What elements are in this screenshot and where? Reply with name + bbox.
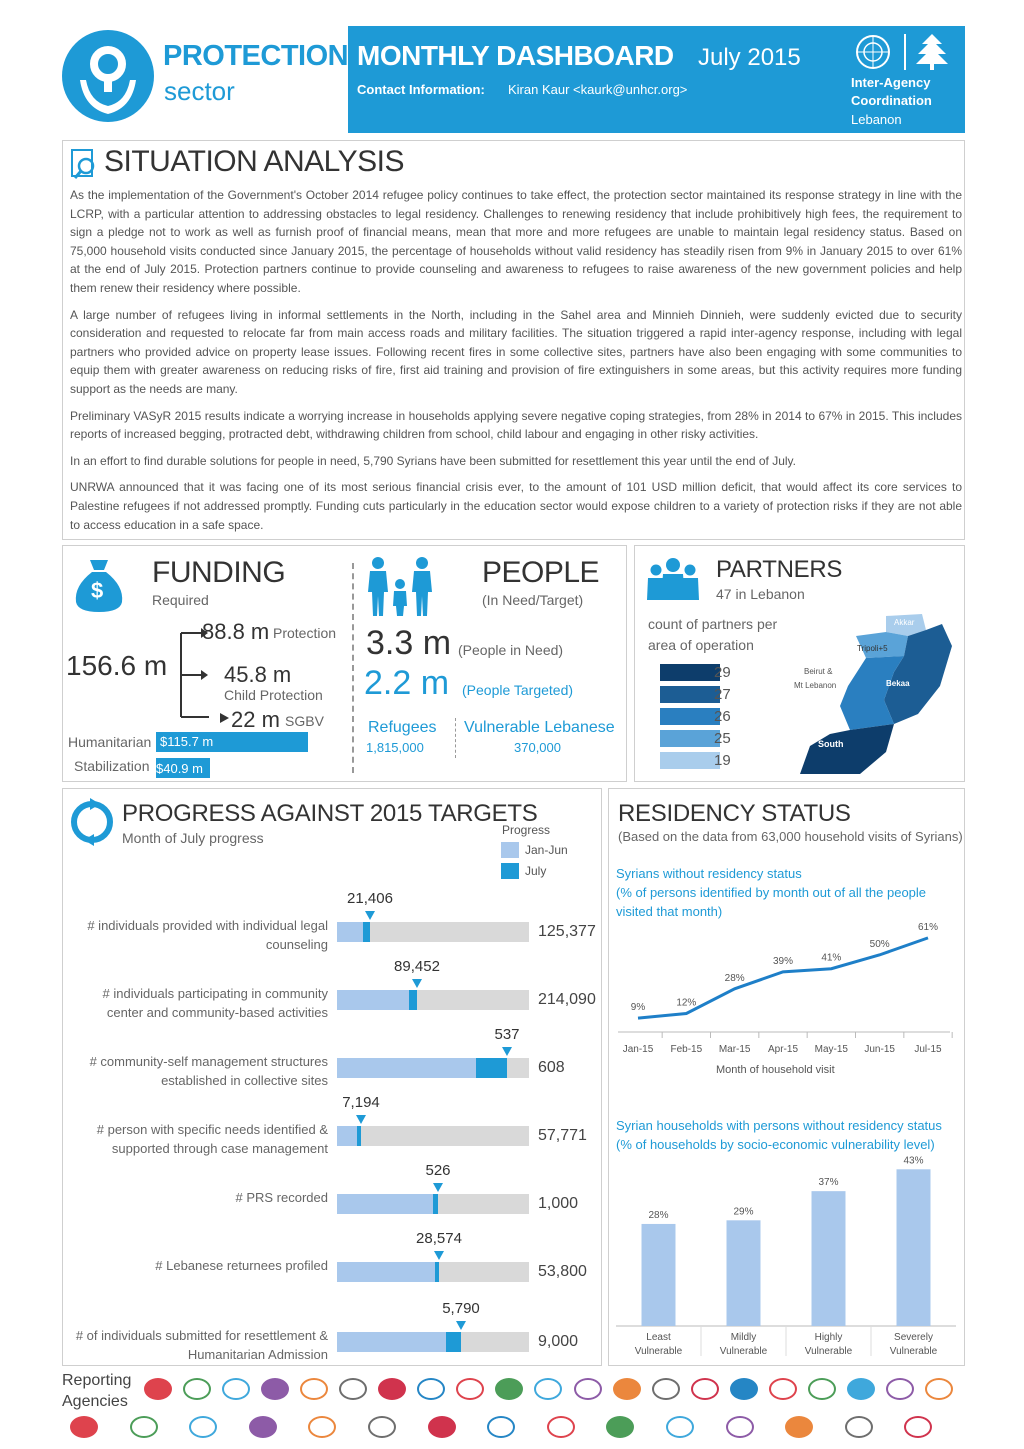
jan-jun-bar [337,1126,357,1146]
progress-subtitle: Month of July progress [122,830,264,846]
july-bar [357,1126,361,1146]
legend-value: 27 [714,686,731,703]
lebanese-label: Vulnerable Lebanese [464,719,615,736]
indicator-label [70,916,328,954]
lebanon-map [790,610,960,778]
july-bar [433,1194,438,1214]
cp-funding-value: 45.8 m [224,662,292,687]
indicator-label [70,1256,328,1275]
indicator-label-line: supported through case management [111,1141,328,1156]
map-label-tripoli: Tripoli+5 [857,644,888,653]
lebanese-value: 370,000 [514,740,561,755]
money-bag-symbol: $ [91,578,104,603]
agency-logo [417,1378,445,1400]
agency-logo [547,1416,575,1438]
x-tick-label: Jan-15 [622,1044,654,1055]
iac-line1: Inter-Agency [851,75,931,90]
partners-caption: count of partners per [648,616,778,632]
situation-paragraph: As the implementation of the Government's October 2014 refugee policy continues to take effect, the protection sector maintained its response strategy in line with the LCRP, with a particular attention to addressing obstacles to legal residency. Challenges to renewing residency that include prohibitively high fees, the requirement to sign a pledge not to work as well as furnish proof of financial means, mean that more and more refugees are unable to maintain legal residency status. Based on 75,000 household visits conducted since January 2015, the percentage of households without valid residency has steadily risen from 9% in January 2015 to over 61% at the end of July 2015. Protection partners continue to provide counseling and awareness to refugees to raise awareness of the new government policies and help them renew their residency where possible. [70,188,962,295]
data-label: 39% [772,955,794,967]
data-label: 28% [724,972,745,984]
agency-logo [487,1416,515,1438]
legend-value: 29 [714,664,731,681]
partners-caption: area of operation [648,637,754,653]
agency-logo [495,1378,523,1400]
data-label: 37% [818,1177,839,1189]
agency-logo [730,1378,758,1400]
x-tick-label: May-15 [814,1044,849,1055]
map-label-bekaa: Bekaa [886,679,910,688]
agency-logo [845,1416,873,1438]
agency-logo [183,1378,211,1400]
achieved-marker [356,1115,366,1124]
situation-title: SITUATION ANALYSIS [104,145,404,178]
legend-swatch [660,752,720,769]
refugees-value: 1,815,000 [366,740,424,755]
legend-swatch [660,708,720,725]
indicator-label [70,1326,328,1364]
protection-funding-label: Protection [273,625,337,641]
situation-paragraph: UNRWA announced that it was facing one of its most serious financial crisis ever, to the amount of 101 USD million deficit, that would affect its core services to Palestine refugees if not addressed promptly. Funding cuts particularly in the education sector would expose children to a variety of protection risks if they are not able to access education in a safe space. [70,480,962,532]
x-tick-label: Apr-15 [767,1044,799,1055]
x-tick-label: Severely [894,1332,933,1343]
bar [727,1220,761,1326]
residency-subtitle: (Based on the data from 63,000 household visits of Syrians) [618,829,963,844]
jan-jun-bar [337,1058,476,1078]
partners-subtitle: 47 in Lebanon [716,586,805,602]
achieved-value: 7,194 [342,1094,380,1111]
partners-title: PARTNERS [716,556,843,583]
legend-swatch-july [501,863,519,879]
agency-logo [785,1416,813,1438]
july-bar [409,990,417,1010]
july-bar [363,922,370,942]
agency-logo [847,1378,875,1400]
bar-chart-subtitle: (% of households by socio-economic vulnerability level) [616,1137,935,1152]
agency-logo [378,1378,406,1400]
agency-logo [222,1378,250,1400]
legend-value: 19 [714,752,731,769]
indicator-label-line: center and community-based activities [106,1005,328,1020]
jan-jun-bar [337,1332,446,1352]
line-chart-xlabel: Month of household visit [716,1064,835,1076]
achieved-value: 89,452 [394,958,440,975]
agency-logo [613,1378,641,1400]
un-emblem-icon [850,32,896,72]
funding-title: FUNDING [152,556,286,589]
people-in-need-label: (People in Need) [458,642,564,658]
agency-logo [666,1416,694,1438]
cedar-icon [912,32,952,72]
indicator-label-line: # individuals participating in community [102,986,328,1001]
data-label: 29% [733,1206,754,1218]
indicator-label-line: Humanitarian Admission [187,1347,328,1362]
indicator-label-line: # of individuals submitted for resettlement & [75,1328,328,1343]
agency-logo [925,1378,953,1400]
x-tick-label: Feb-15 [670,1044,703,1055]
divider [352,563,354,773]
cycle-arrows-icon [68,798,116,846]
bar [642,1224,676,1326]
group-people-icon [644,556,702,602]
indicator-label-line: # person with specific needs identified & [96,1122,328,1137]
people-targeted-label: (People Targeted) [462,682,574,698]
cp-funding-label: Child Protection [224,687,323,703]
situation-text [70,186,962,542]
achieved-value: 21,406 [347,890,393,907]
people-targeted-value: 2.2 m [364,664,450,702]
achieved-value: 526 [425,1162,451,1179]
target-value: 214,090 [538,991,596,1008]
target-value: 608 [538,1059,565,1076]
indicator-label [70,1052,328,1090]
progress-title: PROGRESS AGAINST 2015 TARGETS [122,800,538,827]
bar-chart-title: Syrian households with persons without residency status [616,1118,942,1133]
residency-title: RESIDENCY STATUS [618,800,851,827]
map-label-south: South [818,739,844,749]
agency-logo [769,1378,797,1400]
protection-logo-icon [62,30,154,122]
funding-total: 156.6 m [66,650,168,681]
sgbv-funding-label: SGBV [285,713,324,729]
line-chart-subtitle: (% of persons identified by month out of all the people [616,885,927,900]
legend-value: 25 [714,730,731,747]
x-tick-label: Jun-15 [864,1044,895,1055]
x-tick-label: Vulnerable [634,1346,683,1357]
agency-logo [308,1416,336,1438]
jan-jun-bar [337,1194,433,1214]
protection-funding-value: 88.8 m [202,619,270,644]
line-chart-subtitle: visited that month) [616,904,723,919]
legend-swatch-jan-jun [501,842,519,858]
data-label: 12% [676,997,697,1009]
agency-logo [70,1416,98,1438]
indicator-label-line: # PRS recorded [235,1190,328,1205]
agency-logo [456,1378,484,1400]
contact-email-link[interactable]: Kiran Kaur <kaurk@unhcr.org> [508,82,688,97]
achieved-value: 5,790 [442,1300,480,1317]
agency-logo [904,1416,932,1438]
dashboard-date: July 2015 [698,44,801,71]
humanitarian-label: Humanitarian [68,734,152,750]
target-value: 125,377 [538,923,596,940]
refugees-label: Refugees [368,719,437,736]
humanitarian-value: $115.7 m [160,734,214,749]
agency-logos-row [66,1414,960,1442]
stabilization-value: $40.9 m [156,761,203,776]
july-bar [476,1058,507,1078]
legend-value: 26 [714,708,731,725]
target-value: 9,000 [538,1333,579,1350]
july-bar [435,1262,439,1282]
achieved-marker [412,979,422,988]
target-bar [337,1126,529,1146]
agency-logo [574,1378,602,1400]
x-tick-label: Vulnerable [889,1346,938,1357]
situation-paragraph: In an effort to find durable solutions for people in need, 5,790 Syrians have been submitted for resettlement this year until the end of July. [70,453,796,468]
reporting-label: Agencies [62,1393,128,1410]
agency-logo [886,1378,914,1400]
legend-july-label: July [525,864,547,878]
agency-logo [261,1378,289,1400]
x-tick-label: Mar-15 [718,1044,751,1055]
agency-logo [726,1416,754,1438]
july-bar [446,1332,461,1352]
achieved-marker [456,1321,466,1330]
contact-label: Contact Information: [357,82,485,97]
sgbv-funding-value: 22 m [231,707,280,732]
logo-subtitle: sector [164,76,235,106]
stabilization-label: Stabilization [74,758,150,774]
residency-bar-chart [608,1150,965,1362]
target-value: 57,771 [538,1127,587,1144]
map-label-beirut: Beirut & [804,667,833,676]
data-label: 50% [869,938,890,950]
map-label-mt-lebanon: Mt Lebanon [794,681,837,690]
jan-jun-bar [337,990,409,1010]
x-tick-label: Vulnerable [719,1346,768,1357]
bar [897,1169,931,1326]
agency-logo [144,1378,172,1400]
magnifier-document-icon [70,148,100,180]
agency-logo [691,1378,719,1400]
legend-jan-jun-label: Jan-Jun [525,843,568,857]
agency-logo [534,1378,562,1400]
jan-jun-bar [337,922,363,942]
x-tick-label: Least [646,1332,671,1343]
indicator-label [70,984,328,1022]
data-label: 28% [648,1209,669,1221]
agency-logo [808,1378,836,1400]
jan-jun-bar [337,1262,435,1282]
x-tick-label: Mildly [730,1332,757,1343]
indicator-label-line: # individuals provided with individual legal [87,918,328,933]
people-title: PEOPLE [482,556,600,589]
achieved-marker [434,1251,444,1260]
indicator-label-line: counseling [265,937,328,952]
achieved-marker [365,911,375,920]
reporting-label: Reporting [62,1372,132,1389]
iac-line3: Lebanon [851,112,902,127]
x-tick-label: Jul-15 [914,1044,942,1055]
agency-logo [368,1416,396,1438]
iac-line2: Coordination [851,93,932,108]
x-tick-label: Vulnerable [804,1346,853,1357]
dashboard-title: MONTHLY DASHBOARD [357,40,674,71]
divider [455,718,456,758]
agency-logo [428,1416,456,1438]
legend-swatch [660,664,720,681]
data-label: 9% [630,1002,646,1014]
achieved-marker [433,1183,443,1192]
logo-title: PROTECTION [163,40,349,72]
legend-swatch [660,686,720,703]
indicator-label-line: established in collective sites [161,1073,328,1088]
indicator-label [70,1188,328,1207]
situation-paragraph: A large number of refugees living in informal settlements in the North, including in the Sahel area and Minnieh Dinnieh, were suddenly evicted due to security consideration and requested to relocate far from main access roads and military facilities. The situation triggered a rapid inter-agency response, including with legal partners who provided advice on property lease issues. Following recent fires in some collective sites, partners have also been engaging with some communities to equip them with greater awareness on reducing risks of fire, first aid training and provision of fire extinguishers in some areas, but this activity requires more funding support as the needs are many. [70,307,962,396]
situation-paragraph: Preliminary VASyR 2015 results indicate a worrying increase in households applying severe negative coping strategies, from 28% in 2014 to 67% in 2015. This includes reports of increased begging, protracted debt, withdrawing children from school, child labour and engaging in other risky activities. [70,408,962,442]
agency-logo [339,1378,367,1400]
achieved-marker [502,1047,512,1056]
agency-logo [300,1378,328,1400]
agency-logo [249,1416,277,1438]
agency-logo [652,1378,680,1400]
map-label-akkar: Akkar [894,618,915,627]
target-value: 53,800 [538,1263,587,1280]
line-chart-title: Syrians without residency status [616,866,802,881]
x-tick-label: Highly [814,1332,843,1343]
people-in-need-value: 3.3 m [366,624,452,662]
divider [904,34,906,70]
funding-subtitle: Required [152,592,209,608]
data-label: 61% [917,921,939,933]
indicator-label-line: # Lebanese returnees profiled [155,1258,328,1273]
progress-legend-title: Progress [502,823,551,837]
data-label: 43% [903,1155,924,1167]
family-icon [364,556,436,618]
agency-logo [130,1416,158,1438]
achieved-value: 28,574 [416,1230,462,1247]
indicator-label-line: # community-self management structures [89,1054,328,1069]
people-subtitle: (In Need/Target) [482,592,584,608]
agency-logo [189,1416,217,1438]
agency-logo [606,1416,634,1438]
target-value: 1,000 [538,1195,579,1212]
data-label: 41% [821,952,842,964]
legend-swatch [660,730,720,747]
bar [812,1191,846,1326]
indicator-label [70,1120,328,1158]
agency-logos-row [140,1376,960,1404]
achieved-value: 537 [494,1026,520,1043]
